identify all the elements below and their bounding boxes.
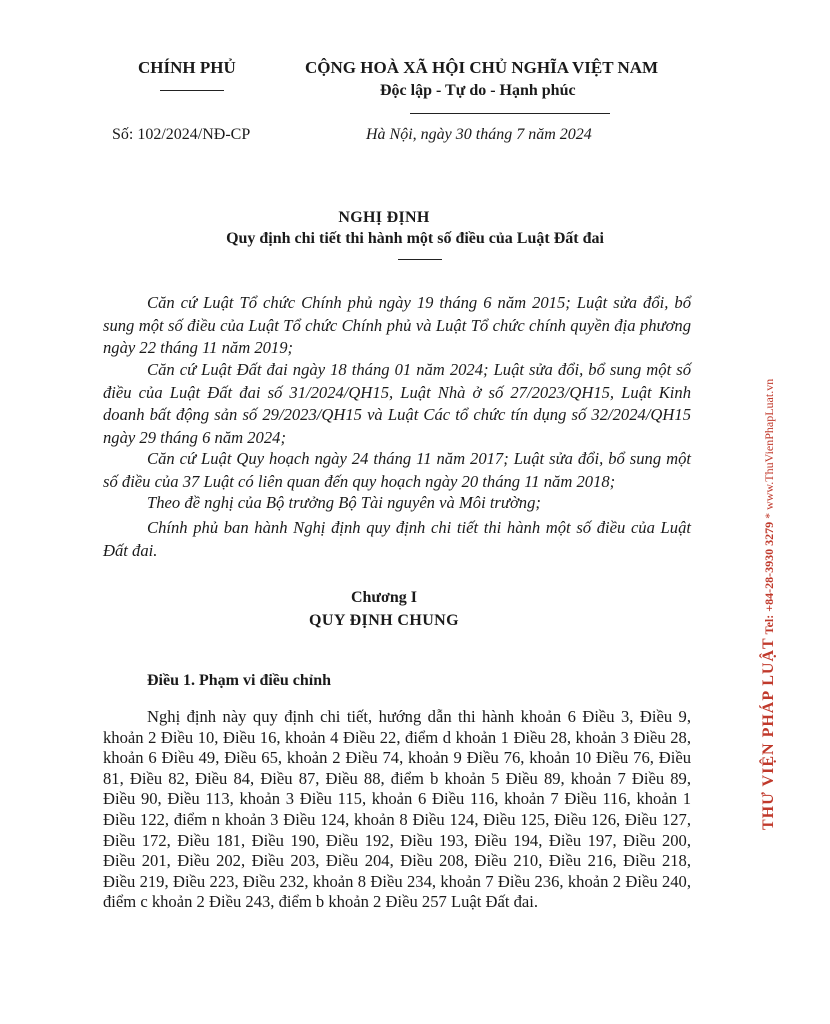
preamble-paragraph: Chính phủ ban hành Nghị định quy định chi tiết thi hành một số điều của Luật Đất đai.: [103, 518, 691, 560]
chapter-number: Chương I: [350, 589, 418, 606]
preamble-paragraph: Căn cứ Luật Tổ chức Chính phủ ngày 19 tháng 6 năm 2015; Luật sửa đổi, bổ sung một số điều của Luật Tổ chức Chính phủ và Luật Tổ chức chính quyền địa phương ngày 22 tháng 11 năm 2019;: [103, 293, 691, 357]
document-type: NGHỊ ĐỊNH: [338, 209, 430, 226]
preamble-paragraph: Căn cứ Luật Đất đai ngày 18 tháng 01 năm 2024; Luật sửa đổi, bổ sung một số điều của Luật Đất đai số 31/2024/QH15, Luật Nhà ở số 27/2023/QH15, Luật Kinh doanh bất động sản số 29/2023/QH15 và Luật Các tổ chức tín dụng số 32/2024/QH15 ngày 29 tháng 6 năm 2024;: [103, 360, 691, 447]
document-number: Số: 102/2024/NĐ-CP: [112, 126, 251, 143]
watermark-brand: THƯ VIỆN PHÁP LUẬT: [760, 637, 777, 830]
side-watermark: [760, 379, 778, 830]
national-title: CỘNG HOÀ XÃ HỘI CHỦ NGHĨA VIỆT NAM: [305, 58, 659, 77]
chapter-name: QUY ĐỊNH CHUNG: [309, 612, 459, 629]
article-body: Nghị định này quy định chi tiết, hướng dẫn thi hành khoản 6 Điều 3, Điều 9, khoản 2 Điều 10, Điều 16, khoản 4 Điều 22, điểm d khoản 1 Điều 28, khoản 3 Điều 28, khoản 6 Điều 49, Điều 65, khoản 2 Điều 74, khoản 9 Điều 76, khoản 10 Điều 76, Điều 81, Điều 82, Điều 84, Điều 87, Điều 88, điểm b khoản 5 Điều 89, khoản 7 Điều 89, Điều 90, Điều 113, khoản 3 Điều 115, khoản 6 Điều 116, khoản 7 Điều 116, khoản 1 Điều 122, điểm n khoản 3 Điều 124, khoản 8 Điều 124, Điều 125, Điều 126, Điều 127, Điều 172, Điều 181, Điều 190, Điều 192, Điều 193, Điều 194, Điều 197, Điều 200, Điều 201, Điều 202, Điều 203, Điều 204, Điều 208, Điều 210, Điều 216, Điều 218, Điều 219, Điều 223, Điều 232, khoản 8 Điều 234, khoản 7 Điều 236, khoản 2 Điều 240, điểm c khoản 2 Điều 243, điểm b khoản 2 Điều 257 Luật Đất đai.: [103, 707, 691, 912]
preamble-paragraph: Căn cứ Luật Quy hoạch ngày 24 tháng 11 năm 2017; Luật sửa đổi, bổ sung một số điều của 37 Luật có liên quan đến quy hoạch ngày 20 tháng 11 năm 2018;: [103, 449, 691, 491]
document-subject: Quy định chi tiết thi hành một số điều của Luật Đất đai: [226, 230, 604, 247]
article-heading: Điều 1. Phạm vi điều chỉnh: [147, 672, 332, 689]
watermark-website: www.ThuVienPhapLuat.vn: [762, 378, 776, 510]
preamble-paragraph: Theo đề nghị của Bộ trưởng Bộ Tài nguyên và Môi trường;: [147, 493, 541, 512]
watermark-separator: *: [762, 512, 776, 519]
place-date: Hà Nội, ngày 30 tháng 7 năm 2024: [366, 126, 592, 143]
watermark-phone: Tel: +84-28-3930 3279: [762, 521, 776, 635]
national-motto: Độc lập - Tự do - Hạnh phúc: [380, 82, 576, 99]
agency-underline: [160, 90, 224, 91]
motto-underline: [410, 113, 610, 114]
issuing-agency: CHÍNH PHỦ: [138, 58, 236, 77]
title-underline: [398, 259, 442, 260]
